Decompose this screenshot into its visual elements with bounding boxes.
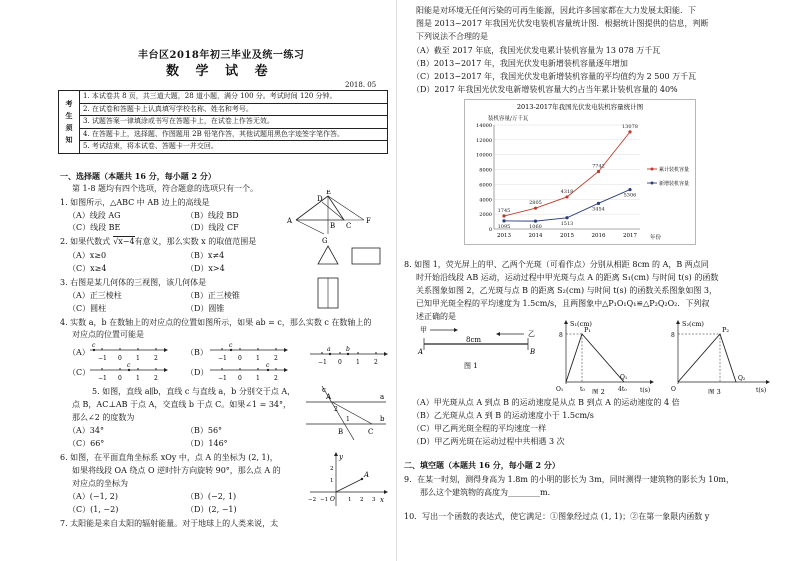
- data-point: [597, 170, 600, 173]
- y-tick-label: 0: [488, 227, 492, 233]
- q6-coordinate-figure: [306, 452, 388, 508]
- svg-text:8: 8: [559, 332, 563, 339]
- data-point: [565, 195, 568, 198]
- svg-text:1: 1: [136, 375, 140, 382]
- q8-option-b: （B）乙光斑从点 A 到 B 的运动速度小于 1.5cm/s: [412, 411, 594, 420]
- svg-text:b: b: [380, 415, 385, 423]
- svg-text:A: A: [418, 348, 424, 356]
- svg-text:c: c: [127, 362, 131, 369]
- svg-text:c: c: [266, 362, 270, 369]
- data-point: [565, 216, 568, 219]
- svg-text:A: A: [364, 471, 370, 479]
- q5-parallel-lines-figure: [302, 384, 388, 444]
- svg-text:−1: −1: [218, 375, 227, 382]
- q8-stem5: 述正确的是: [416, 312, 456, 321]
- x-tick-label: 2017: [623, 233, 637, 239]
- svg-text:2: 2: [154, 355, 158, 362]
- q4-option-d-number-line: [208, 360, 288, 382]
- right-column: [402, 0, 790, 561]
- svg-text:−1: −1: [218, 355, 227, 362]
- q1-option-d: （D）线段 CF: [186, 223, 239, 232]
- q4-stem: 4. 实数 a，b 在数轴上的对应点的位置如图所示，如果 ab = c，那么实数 c 在数轴上的: [60, 318, 372, 327]
- q3-option-d: （D）圆锥: [186, 304, 225, 313]
- data-point: [534, 207, 537, 210]
- y-tick-label: 10000: [476, 152, 492, 159]
- q2-option-a: （A）x≥0: [68, 251, 107, 260]
- chart-xlabel: 年份: [650, 235, 662, 241]
- legend-label: 累计装机容量: [659, 167, 690, 173]
- svg-text:2: 2: [274, 355, 278, 362]
- svg-text:3: 3: [372, 497, 376, 503]
- q2-radicand: x−4: [118, 237, 135, 246]
- data-point: [534, 220, 537, 223]
- q4-option-b-number-line: [208, 340, 288, 362]
- note-item: 4. 在答题卡上，选择题、作图题用 2B 铅笔作答，其他试题用黑色字迹签字笔作答。: [80, 128, 388, 141]
- q6-option-d: （D）(2, −1): [186, 505, 237, 514]
- legend-label: 新增装机容量: [659, 181, 690, 187]
- q1-option-b: （B）线段 BD: [186, 211, 239, 220]
- data-label: 1745: [497, 208, 511, 215]
- q4-option-a: （A）: [68, 348, 90, 357]
- note-item: 3. 试题答案一律填涂或书写在答题卡上，在试卷上作答无效。: [80, 116, 388, 129]
- q2-option-c: （C）x≥4: [68, 264, 107, 273]
- svg-text:c: c: [322, 386, 326, 394]
- svg-text:O: O: [671, 386, 676, 393]
- svg-text:−1: −1: [98, 355, 107, 362]
- q8-option-c: （C）甲乙两光斑全程的平均速度一样: [412, 424, 547, 433]
- q4-reference-number-line: [308, 346, 388, 368]
- svg-text:2: 2: [330, 466, 334, 472]
- q4-option-b: （B）: [186, 348, 208, 357]
- svg-text:−2: −2: [308, 497, 317, 503]
- y-tick-label: 8000: [479, 167, 492, 174]
- q4-option-c-number-line: [88, 360, 168, 382]
- q4-option-c: （C）: [68, 368, 91, 377]
- svg-text:a: a: [380, 393, 385, 401]
- q5-option-d: （D）146°: [186, 439, 228, 448]
- q3-stem: 3. 右图是某几何体的三视图，该几何体是: [60, 278, 207, 287]
- svg-text:0: 0: [338, 359, 342, 366]
- label-e: E: [326, 190, 332, 196]
- q8-stem2: 时开始沿线段 AB 运动，运动过程中甲光斑与点 A 的距离 S₁(cm) 与时间 t(s) 的函数: [416, 273, 719, 282]
- svg-text:C: C: [368, 428, 374, 436]
- exam-date: 2018. 05: [345, 81, 377, 89]
- svg-text:0: 0: [118, 375, 122, 382]
- q3-three-views-figure: [308, 244, 388, 314]
- svg-text:b: b: [346, 346, 350, 353]
- x-tick-label: 2014: [528, 233, 543, 239]
- q1-triangle-figure: [284, 190, 388, 246]
- q7-solar-chart: [464, 99, 696, 245]
- section2-heading: 二、填空题（本题共 16 分，每小题 2 分）: [404, 460, 560, 470]
- svg-text:1: 1: [330, 478, 334, 484]
- svg-text:P₂: P₂: [722, 326, 729, 334]
- q6-option-a: （A）(−1, 2): [68, 492, 118, 501]
- label-d: D: [317, 195, 323, 203]
- y-tick-label: 6000: [479, 182, 492, 189]
- q5-stem: 5. 如图，直线 a∥b，直线 c 与直线 a，b 分别交于点 A，: [92, 387, 296, 396]
- q8-option-a: （A）甲光斑从点 A 到点 B 的运动速度是从点 B 到点 A 的运动速度的 4 倍: [412, 398, 680, 407]
- svg-text:甲: 甲: [420, 326, 427, 334]
- q2-stem: 2. 如果代数式 √x−4有意义，那么实数 x 的取值范围是: [60, 237, 257, 246]
- svg-text:P₁: P₁: [584, 326, 591, 334]
- svg-text:a: a: [327, 346, 331, 353]
- data-label: 4318: [560, 188, 574, 195]
- y-tick-label: 2000: [479, 212, 492, 219]
- q1-option-c: （C）线段 BE: [68, 223, 121, 232]
- q6-option-b: （B）(−2, 1): [186, 492, 237, 501]
- svg-text:−1: −1: [320, 497, 329, 503]
- exam-title: 丰台区2018年初三毕业及统一练习: [138, 50, 305, 61]
- fig3-caption: 图 3: [708, 388, 721, 394]
- q7-cont3: 下列说法不合理的是: [416, 32, 488, 41]
- svg-text:B: B: [530, 348, 536, 356]
- q7-stem: 7. 太阳能是来自太阳的辐射能量。对于地球上的人类来说，太: [60, 519, 279, 528]
- q10-stem: 10．写出一个函数的表达式，使它满足：①图象经过点 (1, 1)；②在第一象限内函数 y: [404, 512, 710, 521]
- q6-stem3: 对应点的坐标为: [72, 479, 128, 488]
- q8-fig1: [416, 322, 540, 372]
- data-point: [597, 202, 600, 205]
- svg-text:t₀: t₀: [580, 386, 585, 393]
- svg-text:1: 1: [256, 355, 260, 362]
- svg-text:2: 2: [274, 375, 278, 382]
- q8-fig2: [552, 318, 656, 394]
- svg-text:1: 1: [346, 416, 350, 423]
- q8-stem: 8. 如图 1，荧光屏上的甲、乙两个光斑（可看作点）分别从相距 8cm 的 A，B 两点同: [404, 260, 709, 269]
- section1-intro: 第 1-8 题均有四个选项，符合题意的选项只有一个。: [72, 184, 258, 193]
- svg-text:O₁: O₁: [556, 386, 564, 393]
- data-point: [628, 188, 631, 191]
- svg-text:Q₂: Q₂: [738, 375, 746, 382]
- q8-stem4: 已知甲光斑全程的平均速度为 1.5cm/s，且两图象中△P₁O₁Q₁≌△P₂Q₂O₂．下列叙: [416, 299, 710, 308]
- svg-text:2: 2: [360, 497, 364, 503]
- q7-option-c: （C）2013~2017 年，我国光伏发电新增装机容量的平均值约为 2 500 万千瓦: [412, 72, 697, 81]
- svg-text:t(s): t(s): [756, 387, 767, 394]
- data-label: 7742: [592, 163, 605, 170]
- column-divider: [396, 0, 397, 561]
- q7-option-d: （D）2017 年我国光伏发电新增装机容量大约占当年累计装机容量的 40%: [412, 85, 678, 94]
- x-tick-label: 2015: [560, 233, 574, 239]
- note-item: 1. 本试卷共 8 页，共三道大题，28 道小题，满分 100 分。考试时间 120 分钟。: [80, 91, 388, 104]
- chart-ylabel: 装机容量/万千瓦: [488, 116, 529, 122]
- svg-text:2: 2: [374, 359, 378, 366]
- label-a: A: [287, 217, 293, 225]
- data-point: [502, 214, 505, 217]
- svg-text:2: 2: [334, 406, 338, 413]
- label-b: B: [330, 222, 336, 230]
- svg-text:1: 1: [356, 359, 360, 366]
- svg-text:1: 1: [348, 497, 352, 503]
- svg-text:Q₁: Q₁: [620, 374, 628, 381]
- q5-option-b: （B）56°: [186, 426, 223, 435]
- label-c: C: [346, 222, 352, 230]
- data-label: 5306: [623, 192, 637, 199]
- q6-stem: 6. 如图，在平面直角坐标系 xOy 中，点 A 的坐标为 (2, 1)，: [60, 453, 278, 462]
- q9-stem2: 那么这个建筑物的高度为________m．: [420, 488, 556, 497]
- q7-cont2: 图是 2013~2017 年我国光伏发电装机容量统计图．根据统计图提供的信息，判断: [416, 19, 709, 28]
- data-label: 1060: [529, 224, 542, 231]
- fig2-caption: 图 2: [592, 388, 605, 394]
- q7-option-a: （A）截至 2017 年底，我国光伏发电累计装机容量为 13 078 万千瓦: [412, 46, 661, 55]
- q5-stem2: 点 B，AC⊥AB 于点 A，交直线 b 于点 C。如果∠1 = 34°，: [72, 400, 291, 409]
- svg-text:0: 0: [118, 355, 122, 362]
- svg-text:B: B: [338, 428, 344, 436]
- q7-cont: 阳能是对环境无任何污染的可再生能源，因此许多国家都在大力发展太阳能．下: [416, 6, 696, 15]
- svg-text:y: y: [339, 453, 343, 461]
- svg-text:S₁(cm): S₁(cm): [570, 320, 592, 328]
- q8-option-d: （D）甲乙两光斑在运动过程中共相遇 3 次: [412, 437, 565, 446]
- svg-text:−1: −1: [318, 359, 327, 366]
- data-label: 13078: [622, 123, 638, 130]
- y-tick-label: 12000: [476, 137, 492, 144]
- data-label: 1513: [560, 220, 574, 227]
- data-label: 2805: [529, 200, 542, 207]
- svg-text:乙: 乙: [528, 330, 535, 338]
- data-point: [628, 130, 631, 133]
- q4-option-a-number-line: [88, 340, 168, 362]
- svg-text:t(s): t(s): [640, 387, 651, 394]
- q1-stem: 1. 如图所示，△ABC 中 AB 边上的高线是: [60, 198, 210, 207]
- q8-fig3: [664, 318, 774, 394]
- exam-subtitle: 数 学 试 卷: [166, 64, 274, 79]
- q5-stem3: 那么∠2 的度数为: [72, 413, 135, 422]
- label-f: F: [366, 217, 371, 225]
- note-item: 2. 在试卷和答题卡上认真填写学校名称、姓名和考号。: [80, 103, 388, 116]
- q3-option-b: （B）正三棱锥: [186, 291, 240, 300]
- svg-text:A: A: [326, 393, 332, 401]
- note-item: 5. 考试结束，将本试卷、答题卡一并交回。: [80, 141, 388, 154]
- q7-option-b: （B）2013~2017 年，我国光伏发电新增装机容量逐年增加: [412, 59, 628, 68]
- q2-option-d: （D）x>4: [186, 264, 225, 273]
- svg-text:1: 1: [256, 375, 260, 382]
- x-tick-label: 2016: [591, 233, 606, 239]
- svg-text:x: x: [380, 496, 384, 504]
- notes-label: 考 生 须 知: [59, 91, 80, 154]
- section1-heading: 一、选择题（本题共 16 分，每小题 2 分）: [60, 171, 216, 181]
- q2-option-b: （B）x≠4: [186, 251, 225, 260]
- svg-text:O: O: [330, 496, 335, 503]
- svg-text:0: 0: [238, 375, 242, 382]
- q5-option-c: （C）66°: [68, 439, 105, 448]
- q6-stem2: 如果将线段 OA 绕点 O 逆时针方向旋转 90°，那么点 A 的: [72, 466, 281, 475]
- svg-text:c: c: [92, 342, 96, 349]
- svg-text:8: 8: [671, 332, 675, 339]
- q4-stem2: 对应点的位置可能是: [72, 330, 144, 339]
- svg-text:c: c: [229, 342, 233, 349]
- q5-option-a: （A）34°: [68, 426, 104, 435]
- legend-marker: [651, 168, 654, 171]
- q6-option-c: （C）(1, −2): [68, 505, 119, 514]
- left-column: [58, 0, 388, 561]
- chart-title: 2013-2017年我国光伏发电装机容量统计图: [516, 103, 644, 111]
- legend-marker: [651, 182, 654, 185]
- svg-text:2: 2: [154, 375, 158, 382]
- y-tick-label: 14000: [476, 123, 492, 129]
- x-tick-label: 2013: [497, 233, 511, 239]
- fig1-caption: 图 1: [464, 362, 478, 370]
- q4-option-d: （D）: [186, 368, 209, 377]
- svg-text:−1: −1: [98, 375, 107, 382]
- data-point: [502, 219, 505, 222]
- label-g: G: [322, 237, 328, 245]
- q1-option-a: （A）线段 AG: [68, 211, 121, 220]
- svg-text:1: 1: [136, 355, 140, 362]
- y-tick-label: 4000: [479, 197, 492, 204]
- svg-text:S₂(cm): S₂(cm): [682, 320, 704, 328]
- q3-option-a: （A）正三棱柱: [68, 291, 122, 300]
- q9-stem: 9．在某一时刻，测得身高为 1.8m 的小明的影长为 3m，同时测得一建筑物的影长为 10m，: [404, 475, 735, 484]
- svg-text:0: 0: [238, 355, 242, 362]
- q8-stem3: 关系图象如图 2，乙光斑与点 B 的距离 S₂(cm) 与时间 t(s) 的函数关系图象如图 3，: [416, 286, 717, 295]
- data-label: 3454: [592, 206, 605, 213]
- q3-option-c: （C）圆柱: [68, 304, 107, 313]
- svg-text:8cm: 8cm: [466, 336, 482, 344]
- svg-text:4t₀: 4t₀: [618, 386, 627, 393]
- notes-table: [58, 90, 388, 154]
- data-label: 1095: [497, 223, 511, 230]
